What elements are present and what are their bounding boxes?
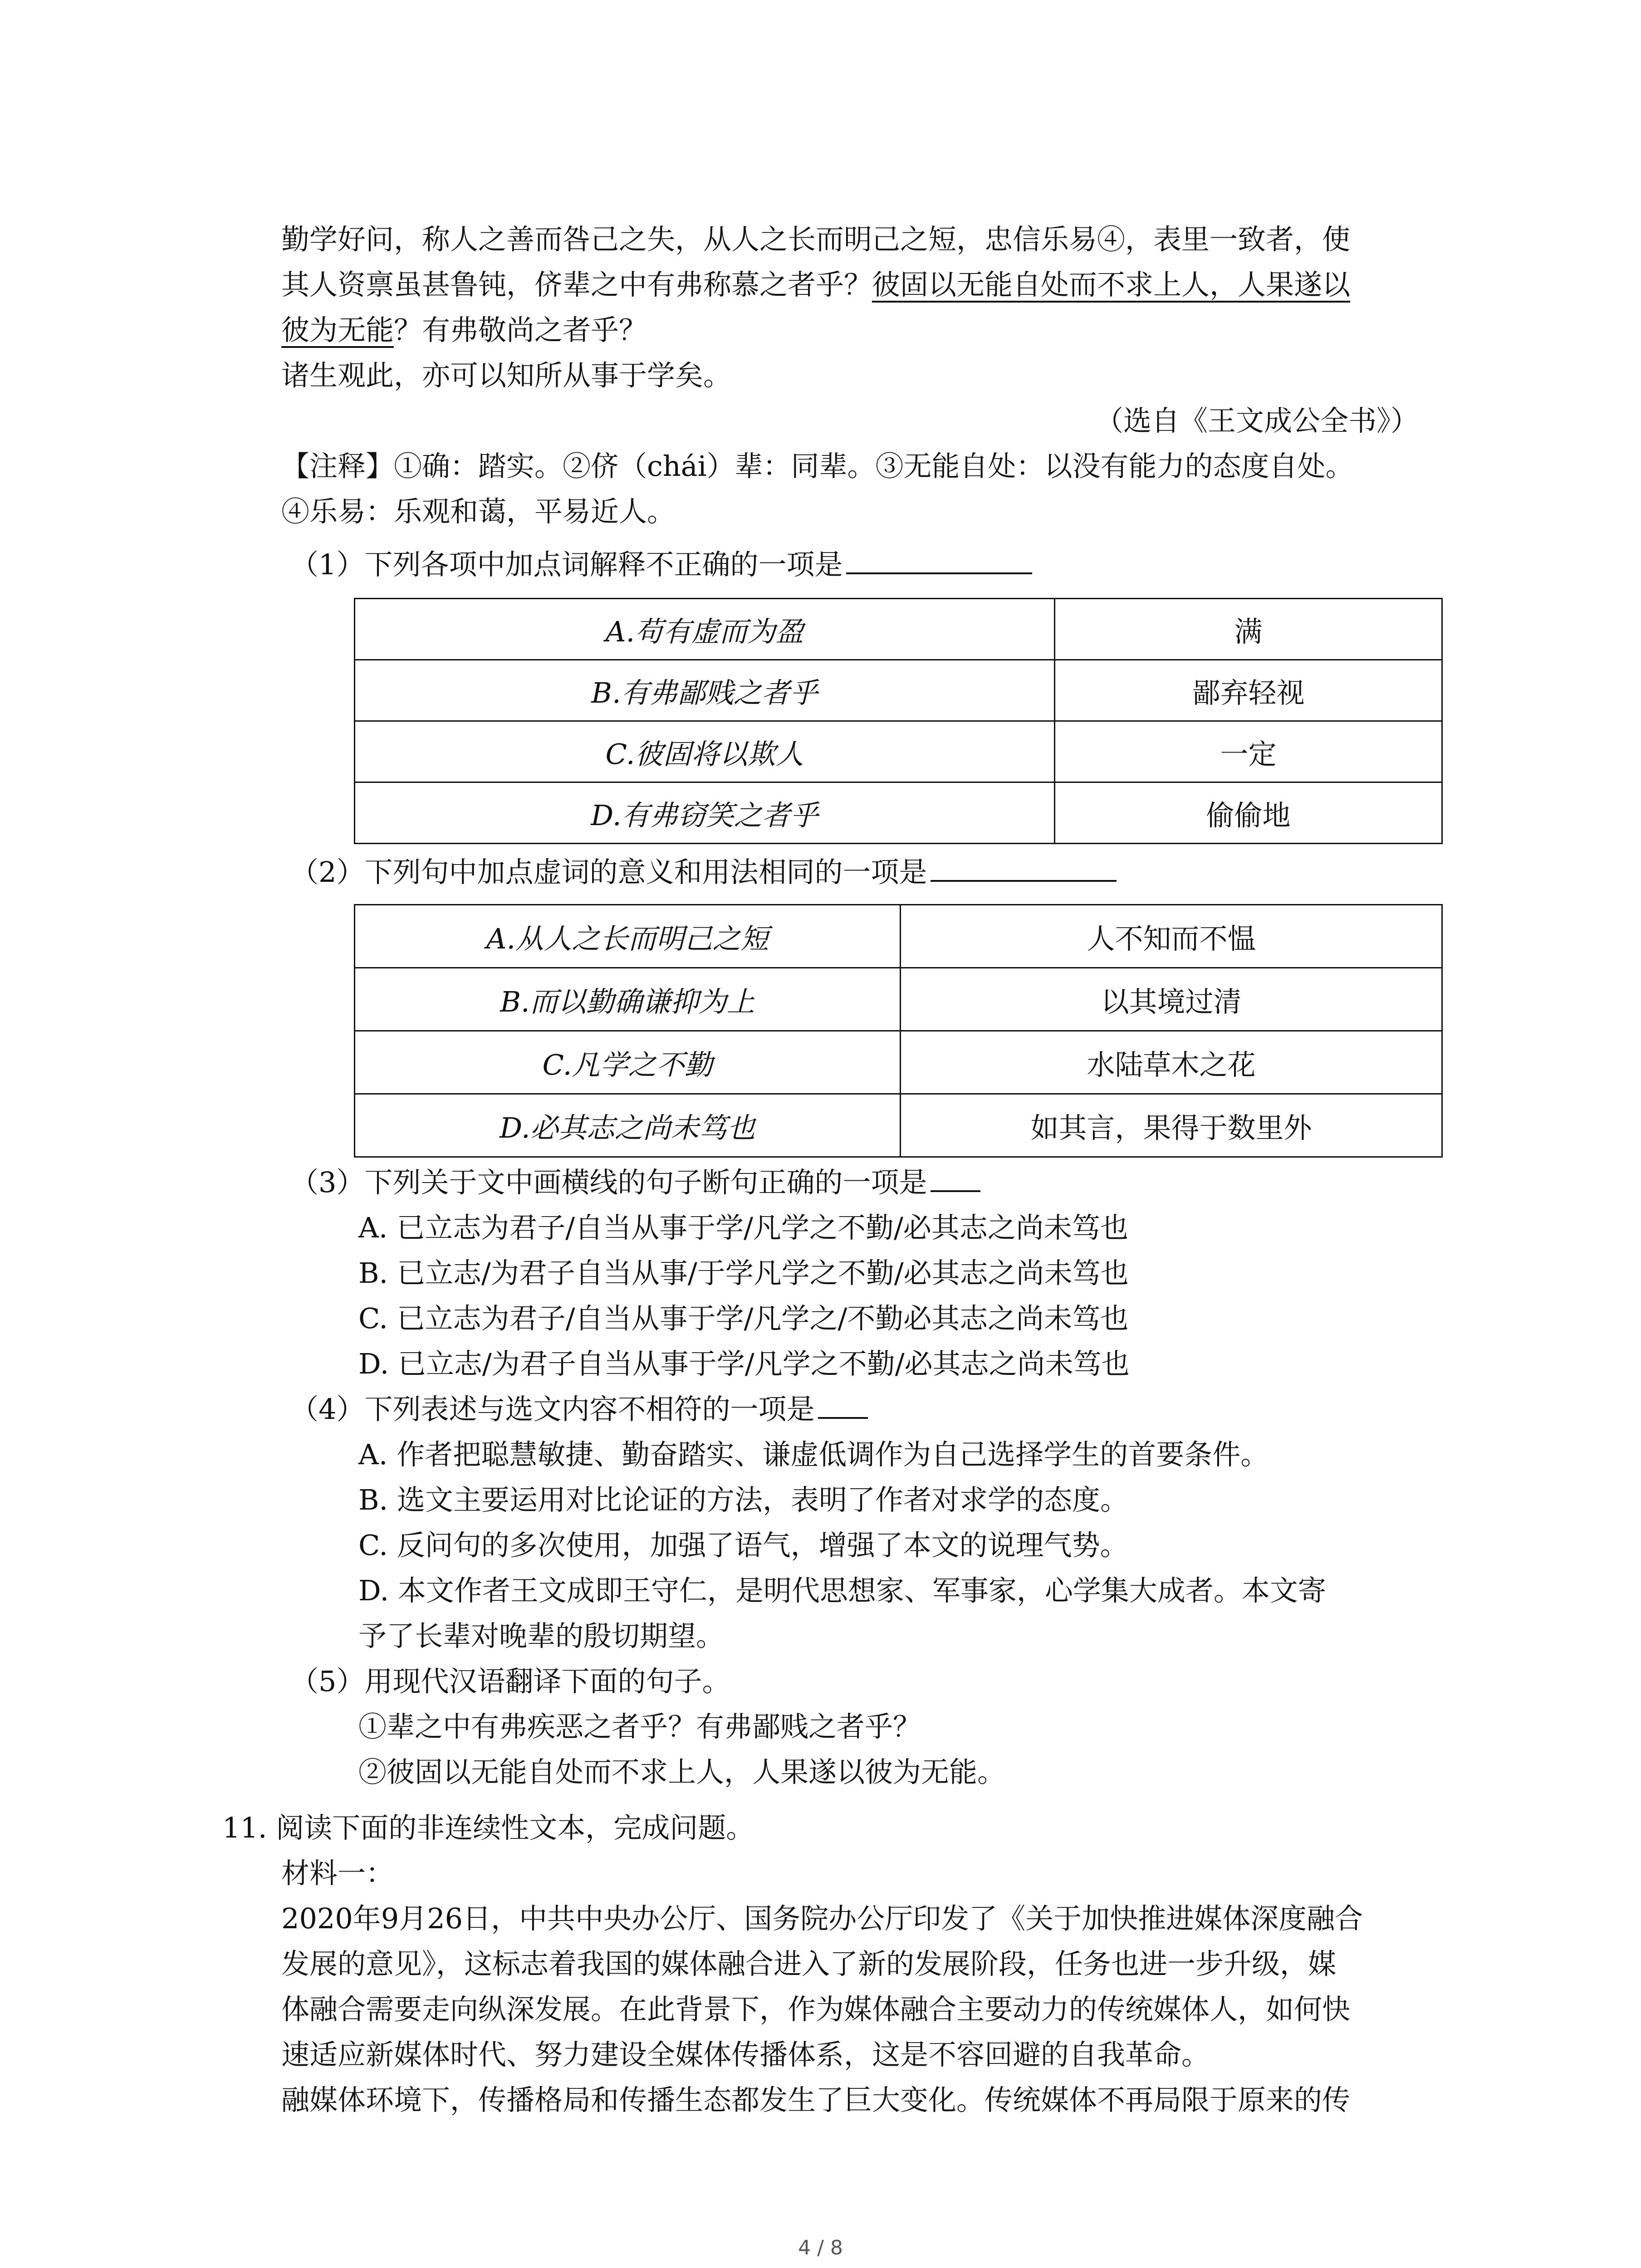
question-4-option-b: B. 选文主要运用对比论证的方法，表明了作者对求学的态度。 <box>358 1483 1128 1516</box>
question-4-option-c: C. 反问句的多次使用，加强了语气，增强了本文的说理气势。 <box>358 1529 1128 1562</box>
material-line-4: 速适应新媒体时代、努力建设全媒体传播体系，这是不容回避的自我革命。 <box>281 2038 1210 2071</box>
annotation-line-2: ④乐易：乐观和蔼，平易近人。 <box>281 495 676 528</box>
passage-line-1: 勤学好问，称人之善而咎己之失，从人之长而明己之短，忠信乐易④，表里一致者，使 <box>281 223 1351 256</box>
question-4-stem <box>290 1387 868 1432</box>
material-line-2: 发展的意见》，这标志着我国的媒体融合进入了新的发展阶段，任务也进一步升级，媒 <box>281 1947 1337 1980</box>
question-4-option-d-cont: 予了长辈对晚辈的殷切期望。 <box>358 1619 725 1652</box>
question-3-option-c: C. 已立志为君子/自当从事于学/凡学之/不勤必其志之尚未笃也 <box>358 1302 1129 1335</box>
table-row <box>355 660 1442 721</box>
question-1-table <box>354 598 1443 844</box>
material-line-5: 融媒体环境下，传播格局和传播生态都发生了巨大变化。传统媒体不再局限于原来的传 <box>281 2083 1351 2116</box>
table-cell: A.苟有虚而为盈 <box>355 599 1055 660</box>
question-4-option-d: D. 本文作者王文成即王守仁，是明代思想家、军事家，心学集大成者。本文寄 <box>358 1574 1326 1607</box>
underlined-sentence-end: 彼为无能 <box>281 313 394 347</box>
table-cell: 人不知而不愠 <box>901 905 1442 968</box>
question-3-option-d: D. 已立志/为君子自当从事于学/凡学之不勤/必其志之尚未笃也 <box>358 1347 1130 1380</box>
question-4-text: （4）下列表述与选文内容不相符的一项是 <box>290 1393 815 1426</box>
passage-line-2 <box>281 262 1350 308</box>
question-4-option-a: A. 作者把聪慧敏捷、勤奋踏实、谦虚低调作为自己选择学生的首要条件。 <box>358 1438 1269 1471</box>
answer-blank-1[interactable] <box>846 545 1032 574</box>
table-cell: 满 <box>1055 599 1442 660</box>
table-cell: B.有弗鄙贱之者乎 <box>355 660 1055 721</box>
question-2-table <box>354 904 1443 1158</box>
question-2-text: （2）下列句中加点虚词的意义和用法相同的一项是 <box>290 855 927 889</box>
table-row <box>355 905 1442 968</box>
table-cell: A.从人之长而明己之短 <box>355 905 901 968</box>
table-cell: B.而以勤确谦抑为上 <box>355 968 901 1031</box>
table-cell: 以其境过清 <box>901 968 1442 1031</box>
answer-blank-2[interactable] <box>931 853 1117 882</box>
question-3-text: （3）下列关于文中画横线的句子断句正确的一项是 <box>290 1166 927 1199</box>
question-5-item-2: ②彼固以无能自处而不求上人，人果遂以彼为无能。 <box>358 1755 1006 1789</box>
answer-blank-4[interactable] <box>818 1390 868 1419</box>
material-line-1: 2020年9月26日，中共中央办公厅、国务院办公厅印发了《关于加快推进媒体深度融合 <box>281 1902 1363 1935</box>
question-2-stem <box>290 850 1117 895</box>
material-label: 材料一： <box>281 1857 394 1890</box>
question-3-stem <box>290 1160 980 1205</box>
question-3-option-a: A. 已立志为君子/自当从事于学/凡学之不勤/必其志之尚未笃也 <box>358 1211 1128 1244</box>
question-5-stem: （5）用现代汉语翻译下面的句子。 <box>290 1665 730 1698</box>
question-3-option-b: B. 已立志/为君子自当从事/于学凡学之不勤/必其志之尚未笃也 <box>358 1256 1129 1290</box>
table-row <box>355 1031 1442 1094</box>
table-row <box>355 782 1442 844</box>
table-cell: C.彼固将以欺人 <box>355 721 1055 782</box>
question-5-item-1: ①辈之中有弗疾恶之者乎？有弗鄙贱之者乎？ <box>358 1710 921 1743</box>
source-citation: （选自《王文成公全书》） <box>1095 404 1419 437</box>
table-cell: C.凡学之不勤 <box>355 1031 901 1094</box>
passage-line-4: 诸生观此，亦可以知所从事于学矣。 <box>281 359 732 392</box>
table-cell: 一定 <box>1055 721 1442 782</box>
question-11-title: 11. 阅读下面的非连续性文本，完成问题。 <box>222 1811 754 1844</box>
table-row <box>355 721 1442 782</box>
question-1-stem <box>290 542 1032 587</box>
table-cell: D.有弗窃笑之者乎 <box>355 782 1055 844</box>
answer-blank-3[interactable] <box>931 1163 980 1192</box>
table-cell: 水陆草木之花 <box>901 1031 1442 1094</box>
table-row <box>355 599 1442 660</box>
table-row <box>355 968 1442 1031</box>
table-cell: 偷偷地 <box>1055 782 1442 844</box>
page-number: 4 / 8 <box>798 2236 843 2259</box>
passage-text: 其人资禀虽甚鲁钝，侪辈之中有弗称慕之者乎？ <box>281 268 872 301</box>
material-line-3: 体融合需要走向纵深发展。在此背景下，作为媒体融合主要动力的传统媒体人，如何快 <box>281 1993 1351 2026</box>
annotation-line-1: 【注释】①确：踏实。②侪（chái）辈：同辈。③无能自处：以没有能力的态度自处。 <box>281 450 1354 483</box>
passage-text: ？有弗敬尚之者乎？ <box>394 313 647 347</box>
underlined-sentence: 彼固以无能自处而不求上人，人果遂以 <box>872 268 1351 301</box>
passage-line-3 <box>281 308 647 353</box>
table-cell: 如其言，果得于数里外 <box>901 1094 1442 1157</box>
table-cell: D.必其志之尚未笃也 <box>355 1094 901 1157</box>
table-row <box>355 1094 1442 1157</box>
question-1-text: （1）下列各项中加点词解释不正确的一项是 <box>290 548 843 581</box>
table-cell: 鄙弃轻视 <box>1055 660 1442 721</box>
